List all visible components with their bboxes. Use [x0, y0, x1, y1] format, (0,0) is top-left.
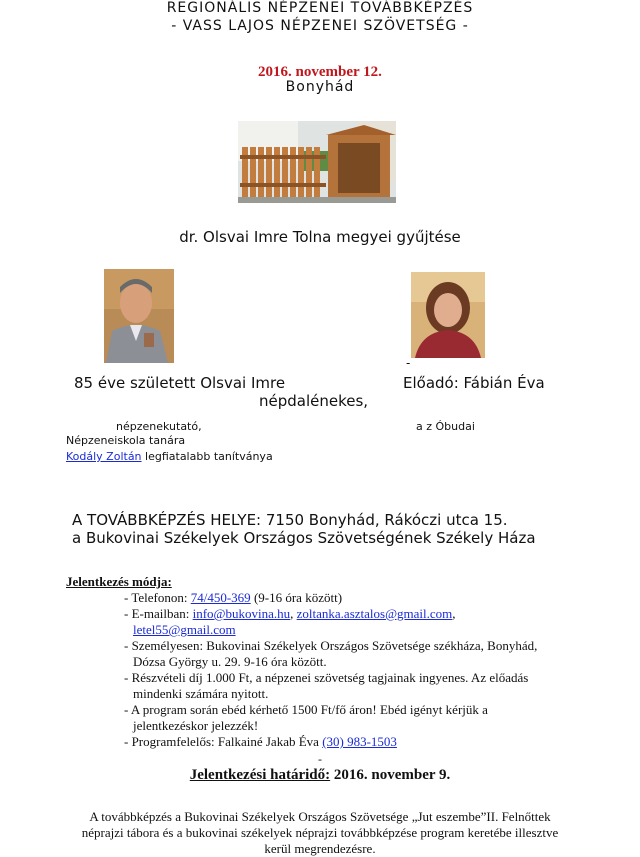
olsvai-line-5: Kodály Zoltán legfiatalabb tanítványa [66, 450, 273, 463]
kodaly-link[interactable]: Kodály Zoltán [66, 450, 142, 463]
header-line-1: REGIONÁLIS NÉPZENEI TOVÁBBKÉPZÉS [166, 0, 474, 16]
registration-phone: - Telefonon: 74/450-369 (9-16 óra között) [124, 590, 343, 605]
footer-line-1: A továbbképzés a Bukovinai Székelyek Országos Szövetsége „Jut eszembe”II. Felnőttek [89, 809, 551, 824]
portrait-olsvai-imre [104, 269, 174, 363]
gate-photo [238, 121, 396, 203]
event-date: 2016. november 12. [258, 64, 382, 80]
phone-link[interactable]: 74/450-369 [190, 590, 251, 605]
olsvai-line-1: 85 éve született Olsvai Imre [74, 374, 286, 392]
olsvai-line-4: Népzeneiskola tanára [66, 434, 186, 447]
event-place: Bonyhád [285, 79, 355, 95]
email-link-info[interactable]: info@bukovina.hu [192, 606, 291, 621]
footer-line-3: kerül megrendezésre. [264, 841, 376, 856]
olsvai-line-3: népzenekutató, [116, 420, 202, 433]
deadline-dash: - [318, 752, 322, 766]
registration-fee-2: mindenki számára nyitott. [133, 686, 269, 701]
registration-lunch-2: jelentkezéskor jelezzék! [133, 718, 259, 733]
registration-fee-1: - Részvételi díj 1.000 Ft, a népzenei szövetség tagjainak ingyenes. Az előadás [124, 670, 529, 685]
registration-inperson-2: Dózsa György u. 29. 9-16 óra között. [133, 654, 327, 669]
deadline [0, 767, 640, 784]
venue-line-2: a Bukovinai Székelyek Országos Szövetségének Székely Háza [72, 529, 536, 547]
olsvai-line-2: népdalénekes, [259, 392, 369, 410]
registration-contact: - Programfelelős: Falkainé Jakab Éva (30) 983-1503 [124, 734, 397, 749]
registration-heading: Jelentkezés módja: [66, 574, 172, 589]
presenter-sub: a z Óbudai [416, 420, 475, 433]
footer-line-2: néprajzi tábora és a bukovinai székelyek néprajzi továbbképzése program keretébe illesztve [81, 825, 559, 840]
venue-line-1: A TOVÁBBKÉPZÉS HELYE: 7150 Bonyhád, Rákóczi utca 15. [72, 511, 508, 529]
presenter-label: Előadó: Fábián Éva [403, 374, 545, 392]
deadline-label: Jelentkezési határidő: [189, 767, 331, 783]
registration-email-2 [133, 622, 236, 638]
deadline-date: 2016. november 9. [330, 767, 451, 783]
email-link-letel[interactable]: letel55@gmail.com [133, 622, 236, 637]
contact-phone-link[interactable]: (30) 983-1503 [322, 734, 397, 749]
right-dash: - [406, 356, 411, 370]
header-line-2: - VASS LAJOS NÉPZENEI SZÖVETSÉG - [171, 18, 469, 34]
registration-lunch-1: - A program során ebéd kérhető 1500 Ft/fő áron! Ebéd igényt kérjük a [124, 702, 488, 717]
email-link-zoltanka[interactable]: zoltanka.asztalos@gmail.com [296, 606, 453, 621]
registration-email: - E-mailban: info@bukovina.hu, zoltanka.asztalos@gmail.com, [124, 606, 456, 621]
portrait-fabian-eva [411, 272, 485, 358]
program-subtitle: dr. Olsvai Imre Tolna megyei gyűjtése [179, 228, 461, 246]
registration-inperson-1: - Személyesen: Bukovinai Székelyek Országos Szövetsége székháza, Bonyhád, [124, 638, 538, 653]
